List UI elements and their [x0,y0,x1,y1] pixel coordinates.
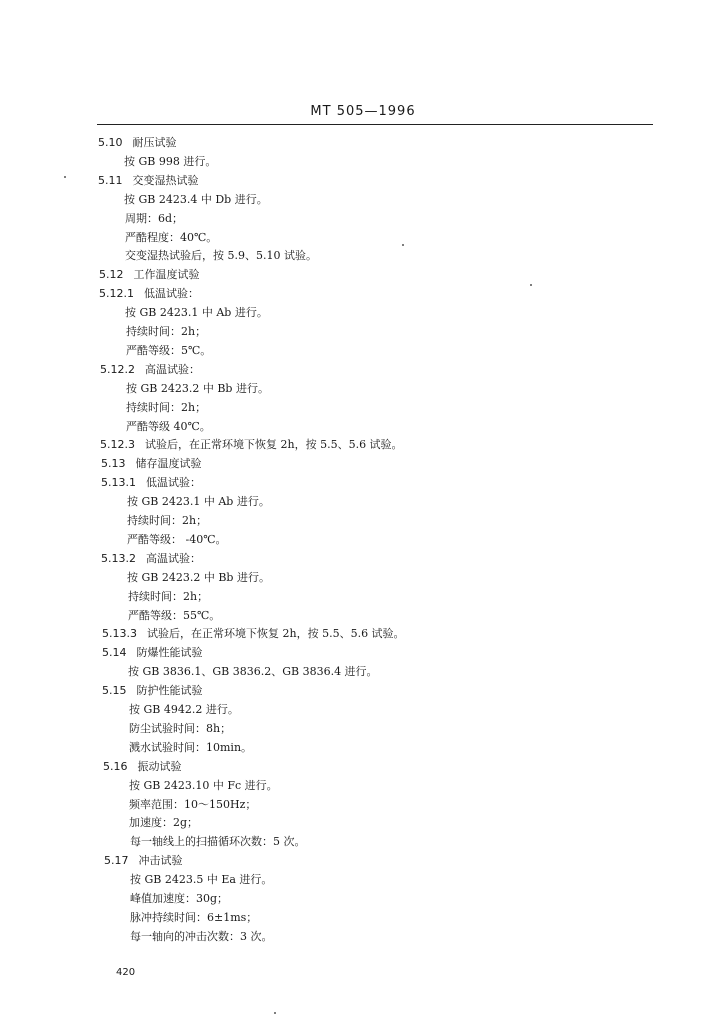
section-number: 5.13.1 [101,476,136,490]
scan-speck [274,1012,276,1014]
section-line [100,361,200,379]
section-line [104,852,183,870]
section-number: 5.14 [102,646,127,660]
body-text: 加速度：2g； [129,816,199,830]
body-text: 交变湿热试验后，按 5.9、5.10 试验。 [125,249,317,263]
body-line [126,399,206,417]
body-text: 严酷等级：5℃。 [126,343,212,357]
section-line [100,436,403,454]
body-text: 脉冲持续时间：6±1ms； [130,910,258,924]
body-text: 按 GB 3836.1、GB 3836.2、GB 3836.4 进行。 [128,665,378,679]
body-text: 按 GB 2423.10 中 Fc 进行。 [129,778,278,792]
section-heading: 低温试验： [146,476,201,490]
section-heading: 试验后，在正常环境下恢复 2h，按 5.5、5.6 试验。 [147,627,405,641]
body-text: 每一轴向的冲击次数：3 次。 [130,929,273,943]
section-heading: 试验后，在正常环境下恢复 2h，按 5.5、5.6 试验。 [145,438,403,452]
body-line [127,531,227,549]
body-line [125,247,317,265]
section-line [101,474,201,492]
body-line [130,833,306,851]
body-line [127,569,270,587]
section-heading: 耐压试验 [132,136,177,149]
section-line [99,285,199,303]
body-line [125,229,217,247]
section-number: 5.10 [98,136,123,149]
section-heading: 高温试验： [145,362,200,376]
body-line [128,663,378,681]
body-text: 严酷等级 40℃。 [126,419,211,433]
body-line [129,814,198,832]
body-text: 按 GB 2423.2 中 Bb 进行。 [126,381,269,395]
body-text: 严酷等级： -40℃。 [127,532,227,546]
body-line [128,607,220,625]
section-number: 5.12 [99,268,124,282]
body-text: 按 GB 2423.5 中 Ea 进行。 [130,873,273,887]
section-line [99,266,200,284]
section-number: 5.15 [102,684,127,698]
section-line [103,758,182,776]
body-text: 周期：6d； [125,211,184,225]
section-heading: 低温试验： [144,287,199,301]
body-line [129,739,252,757]
body-text: 持续时间：2h； [126,400,207,414]
section-line [98,134,177,152]
body-line [125,210,183,228]
body-line [126,323,206,341]
body-text: 按 GB 998 进行。 [124,154,217,168]
body-line [130,871,272,889]
body-text: 严酷等级：55℃。 [128,608,221,622]
body-line [127,512,207,530]
section-number: 5.17 [104,854,129,868]
body-line [129,720,231,738]
body-text: 每一轴线上的扫描循环次数：5 次。 [130,835,306,849]
body-line [127,493,270,511]
body-text: 频率范围：10～150Hz； [129,797,257,811]
section-heading: 防护性能试验 [136,684,203,698]
body-text: 按 GB 2423.2 中 Bb 进行。 [127,570,270,584]
body-line [130,928,273,946]
body-line [124,191,268,209]
section-number: 5.13 [101,457,126,471]
section-number: 5.13.3 [102,627,137,641]
body-line [129,796,256,814]
section-heading: 交变湿热试验 [132,173,199,187]
body-text: 严酷程度：40℃。 [125,230,218,244]
body-line [126,342,211,360]
body-line [124,153,216,171]
section-heading: 防爆性能试验 [136,646,203,660]
body-text: 按 GB 2423.4 中 Db 进行。 [124,192,268,206]
body-text: 防尘试验时间：8h； [129,721,232,735]
section-line [101,550,201,568]
section-heading: 高温试验： [146,551,201,565]
body-line [125,304,268,322]
page-number: 420 [116,967,136,978]
body-text: 按 GB 2423.1 中 Ab 进行。 [127,495,270,509]
body-line [126,418,211,436]
body-text: 持续时间：2h； [127,514,208,527]
section-line [102,644,203,662]
section-number: 5.16 [103,759,128,773]
section-heading: 储存温度试验 [135,457,202,471]
body-text: 按 GB 4942.2 进行。 [129,703,239,716]
scan-speck [402,244,404,246]
section-heading: 振动试验 [137,759,182,773]
section-number: 5.12.2 [100,362,135,376]
section-number: 5.13.2 [101,551,136,565]
body-text: 持续时间：2h； [126,325,207,338]
section-line [101,455,202,473]
section-line [102,625,405,643]
body-line [129,777,278,795]
body-text: 按 GB 2423.1 中 Ab 进行。 [125,306,268,320]
body-text: 溅水试验时间：10min。 [129,740,253,754]
body-line [130,909,257,927]
section-heading: 工作温度试验 [133,268,200,282]
scan-speck [64,176,66,178]
body-line [128,588,208,606]
section-line [98,172,199,190]
page-header-title: MT 505—1996 [310,104,416,119]
body-line [130,890,228,908]
section-number: 5.12.3 [100,438,135,452]
section-line [102,682,203,700]
section-number: 5.12.1 [99,287,134,301]
header-rule [97,124,653,125]
body-text: 峰值加速度：30g； [130,892,229,905]
scan-speck [530,284,532,286]
section-number: 5.11 [98,173,123,187]
section-heading: 冲击试验 [138,854,183,868]
body-text: 持续时间：2h； [128,589,209,603]
body-line [129,701,239,719]
body-line [126,380,269,398]
